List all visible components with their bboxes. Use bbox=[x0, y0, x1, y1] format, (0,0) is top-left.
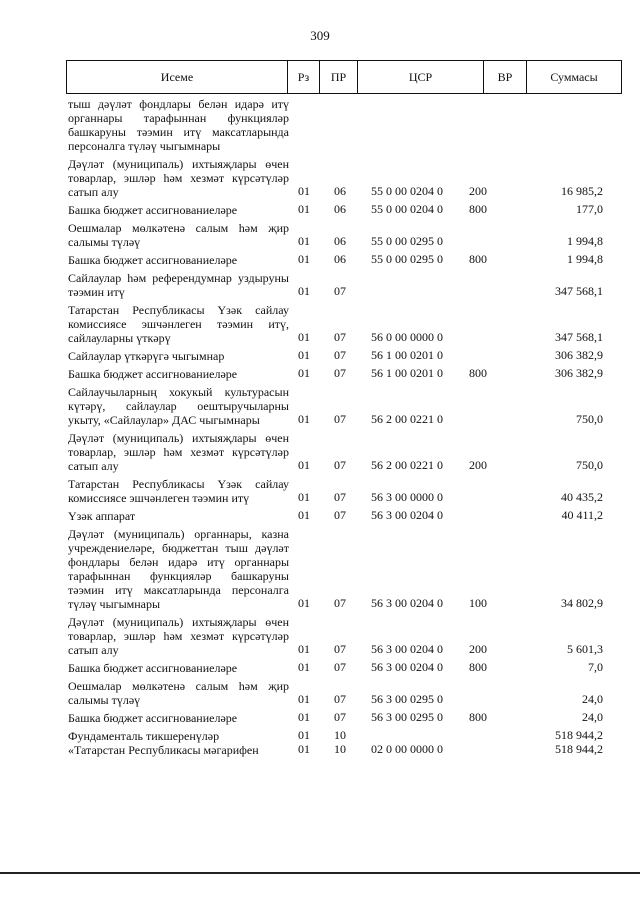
row-rz: 01 bbox=[298, 366, 310, 380]
row-sum: 1 994,8 bbox=[567, 252, 603, 266]
row-sum: 24,0 bbox=[582, 692, 603, 706]
row-csr: 56 3 00 0000 0 bbox=[371, 490, 443, 504]
row-rz: 01 bbox=[298, 234, 310, 248]
row-sum: 24,0 bbox=[582, 710, 603, 724]
row-rz: 01 bbox=[298, 742, 310, 756]
row-pr: 07 bbox=[334, 412, 346, 426]
table-row bbox=[0, 385, 640, 427]
row-sum: 1 994,8 bbox=[567, 234, 603, 248]
row-name: Татарстан Республикасы Үзәк сайлау комиссиясе эшчәнлеген тәэмин итү bbox=[68, 477, 289, 505]
column-header-rz: Рз bbox=[288, 61, 320, 93]
row-pr: 10 bbox=[334, 742, 346, 756]
table-row bbox=[0, 509, 640, 523]
row-csr: 02 0 00 0000 0 bbox=[371, 742, 443, 756]
page-bottom-rule bbox=[0, 872, 640, 874]
column-header-name: Исеме bbox=[67, 61, 288, 93]
table-row bbox=[0, 349, 640, 363]
column-header-pr: ПР bbox=[320, 61, 358, 93]
table-row bbox=[0, 679, 640, 707]
row-rz: 01 bbox=[298, 728, 310, 742]
row-csr: 56 1 00 0201 0 bbox=[371, 366, 443, 380]
row-pr: 10 bbox=[334, 728, 346, 742]
row-sum: 16 985,2 bbox=[561, 184, 603, 198]
row-sum: 347 568,1 bbox=[555, 284, 603, 298]
row-rz: 01 bbox=[298, 458, 310, 472]
table-row bbox=[0, 203, 640, 217]
row-vr: 200 bbox=[469, 458, 487, 472]
budget-table-body bbox=[0, 97, 640, 757]
row-rz: 01 bbox=[298, 252, 310, 266]
row-sum: 34 802,9 bbox=[561, 596, 603, 610]
table-row bbox=[0, 711, 640, 725]
row-sum: 347 568,1 bbox=[555, 330, 603, 344]
row-name: Дәүләт (муниципаль) ихтыяҗлары өчен товарлар, эшләр һәм хезмәт күрсәтүләр сатып алу bbox=[68, 157, 289, 199]
row-csr: 55 0 00 0204 0 bbox=[371, 202, 443, 216]
row-name: Үзәк аппарат bbox=[68, 509, 136, 523]
row-pr: 07 bbox=[334, 508, 346, 522]
row-csr: 56 3 00 0204 0 bbox=[371, 508, 443, 522]
row-pr: 06 bbox=[334, 184, 346, 198]
row-name: Дәүләт (муниципаль) ихтыяҗлары өчен товарлар, эшләр һәм хезмәт күрсәтүләр сатып алу bbox=[68, 431, 289, 473]
table-row bbox=[0, 743, 640, 757]
row-csr: 56 3 00 0295 0 bbox=[371, 692, 443, 706]
row-name: Оешмалар мөлкәтенә салым һәм җир салымы түләү bbox=[68, 679, 289, 707]
row-vr: 800 bbox=[469, 252, 487, 266]
row-pr: 06 bbox=[334, 202, 346, 216]
row-rz: 01 bbox=[298, 330, 310, 344]
table-row bbox=[0, 97, 640, 153]
row-rz: 01 bbox=[298, 660, 310, 674]
row-rz: 01 bbox=[298, 490, 310, 504]
row-pr: 07 bbox=[334, 660, 346, 674]
row-vr: 200 bbox=[469, 184, 487, 198]
row-pr: 07 bbox=[334, 710, 346, 724]
row-name: «Татарстан Республикасы мәгарифен bbox=[68, 743, 259, 757]
row-pr: 06 bbox=[334, 234, 346, 248]
table-row bbox=[0, 661, 640, 675]
row-rz: 01 bbox=[298, 202, 310, 216]
row-pr: 07 bbox=[334, 330, 346, 344]
row-sum: 177,0 bbox=[576, 202, 603, 216]
row-name: Башка бюджет ассигнованиеләре bbox=[68, 661, 238, 675]
row-sum: 306 382,9 bbox=[555, 366, 603, 380]
row-csr: 56 3 00 0204 0 bbox=[371, 660, 443, 674]
row-csr: 56 0 00 0000 0 bbox=[371, 330, 443, 344]
column-header-vr: ВР bbox=[484, 61, 527, 93]
row-rz: 01 bbox=[298, 596, 310, 610]
row-pr: 06 bbox=[334, 252, 346, 266]
row-csr: 55 0 00 0295 0 bbox=[371, 234, 443, 248]
row-name: Оешмалар мөлкәтенә салым һәм җир салымы түләү bbox=[68, 221, 289, 249]
row-name: Башка бюджет ассигнованиеләре bbox=[68, 253, 238, 267]
table-row bbox=[0, 477, 640, 505]
row-rz: 01 bbox=[298, 508, 310, 522]
row-vr: 800 bbox=[469, 202, 487, 216]
row-pr: 07 bbox=[334, 596, 346, 610]
row-sum: 40 435,2 bbox=[561, 490, 603, 504]
row-name: Сайлаулар һәм референдумнар уздыруны тәэмин итү bbox=[68, 271, 289, 299]
table-row bbox=[0, 221, 640, 249]
row-pr: 07 bbox=[334, 366, 346, 380]
row-vr: 800 bbox=[469, 366, 487, 380]
row-sum: 7,0 bbox=[588, 660, 603, 674]
table-row bbox=[0, 615, 640, 657]
row-rz: 01 bbox=[298, 284, 310, 298]
row-csr: 55 0 00 0295 0 bbox=[371, 252, 443, 266]
table-row bbox=[0, 367, 640, 381]
row-csr: 56 3 00 0295 0 bbox=[371, 710, 443, 724]
row-vr: 800 bbox=[469, 660, 487, 674]
column-header-csr: ЦСР bbox=[358, 61, 484, 93]
row-rz: 01 bbox=[298, 412, 310, 426]
row-vr: 200 bbox=[469, 642, 487, 656]
row-sum: 750,0 bbox=[576, 458, 603, 472]
page-number: 309 bbox=[310, 28, 330, 43]
row-sum: 306 382,9 bbox=[555, 348, 603, 362]
table-row bbox=[0, 271, 640, 299]
row-name: тыш дәүләт фондлары белән идарә итү органнары тарафыннан функцияләр башкаруны тәэмин итү максатларында персоналга түләү чыгымнары bbox=[68, 97, 289, 153]
row-pr: 07 bbox=[334, 458, 346, 472]
row-name: Дәүләт (муниципаль) ихтыяҗлары өчен товарлар, эшләр һәм хезмәт күрсәтүләр сатып алу bbox=[68, 615, 289, 657]
table-row bbox=[0, 253, 640, 267]
table-row bbox=[0, 527, 640, 611]
row-sum: 5 601,3 bbox=[567, 642, 603, 656]
row-name: Сайлаулар үткәрүгә чыгымнар bbox=[68, 349, 225, 363]
row-name: Дәүләт (муниципаль) органнары, казна учреждениеләре, бюджеттан тыш дәүләт фондлары белән идарә итү органнары тарафыннан функцияләр башкаруны тәэмин итү максатларында персоналга түләү чыгымнары bbox=[68, 527, 289, 611]
row-pr: 07 bbox=[334, 692, 346, 706]
row-sum: 40 411,2 bbox=[561, 508, 603, 522]
table-row bbox=[0, 157, 640, 199]
row-name: Татарстан Республикасы Үзәк сайлау комиссиясе эшчәнлеген тәэмин итү, сайлауларны үткәрү bbox=[68, 303, 289, 345]
row-sum: 518 944,2 bbox=[555, 728, 603, 742]
row-name: Башка бюджет ассигнованиеләре bbox=[68, 711, 238, 725]
row-sum: 518 944,2 bbox=[555, 742, 603, 756]
row-csr: 56 3 00 0204 0 bbox=[371, 596, 443, 610]
row-name: Башка бюджет ассигнованиеләре bbox=[68, 203, 238, 217]
row-pr: 07 bbox=[334, 642, 346, 656]
column-header-sum: Суммасы bbox=[550, 69, 598, 84]
row-csr: 56 2 00 0221 0 bbox=[371, 412, 443, 426]
table-header bbox=[66, 60, 622, 94]
row-csr: 56 3 00 0204 0 bbox=[371, 642, 443, 656]
row-rz: 01 bbox=[298, 692, 310, 706]
table-row bbox=[0, 431, 640, 473]
row-vr: 100 bbox=[469, 596, 487, 610]
row-rz: 01 bbox=[298, 348, 310, 362]
row-csr: 56 2 00 0221 0 bbox=[371, 458, 443, 472]
row-csr: 56 1 00 0201 0 bbox=[371, 348, 443, 362]
row-vr: 800 bbox=[469, 710, 487, 724]
row-name: Башка бюджет ассигнованиеләре bbox=[68, 367, 238, 381]
row-pr: 07 bbox=[334, 348, 346, 362]
row-rz: 01 bbox=[298, 184, 310, 198]
row-rz: 01 bbox=[298, 642, 310, 656]
row-name: Фундаменталь тикшеренүләр bbox=[68, 729, 220, 743]
table-row bbox=[0, 729, 640, 743]
row-pr: 07 bbox=[334, 490, 346, 504]
row-csr: 55 0 00 0204 0 bbox=[371, 184, 443, 198]
row-name: Сайлаучыларның хокукый культурасын күтәрү, сайлаулар оештыручыларны укыту, «Сайлаулар» ДАС чыгымнары bbox=[68, 385, 289, 427]
row-pr: 07 bbox=[334, 284, 346, 298]
table-row bbox=[0, 303, 640, 345]
row-sum: 750,0 bbox=[576, 412, 603, 426]
row-rz: 01 bbox=[298, 710, 310, 724]
